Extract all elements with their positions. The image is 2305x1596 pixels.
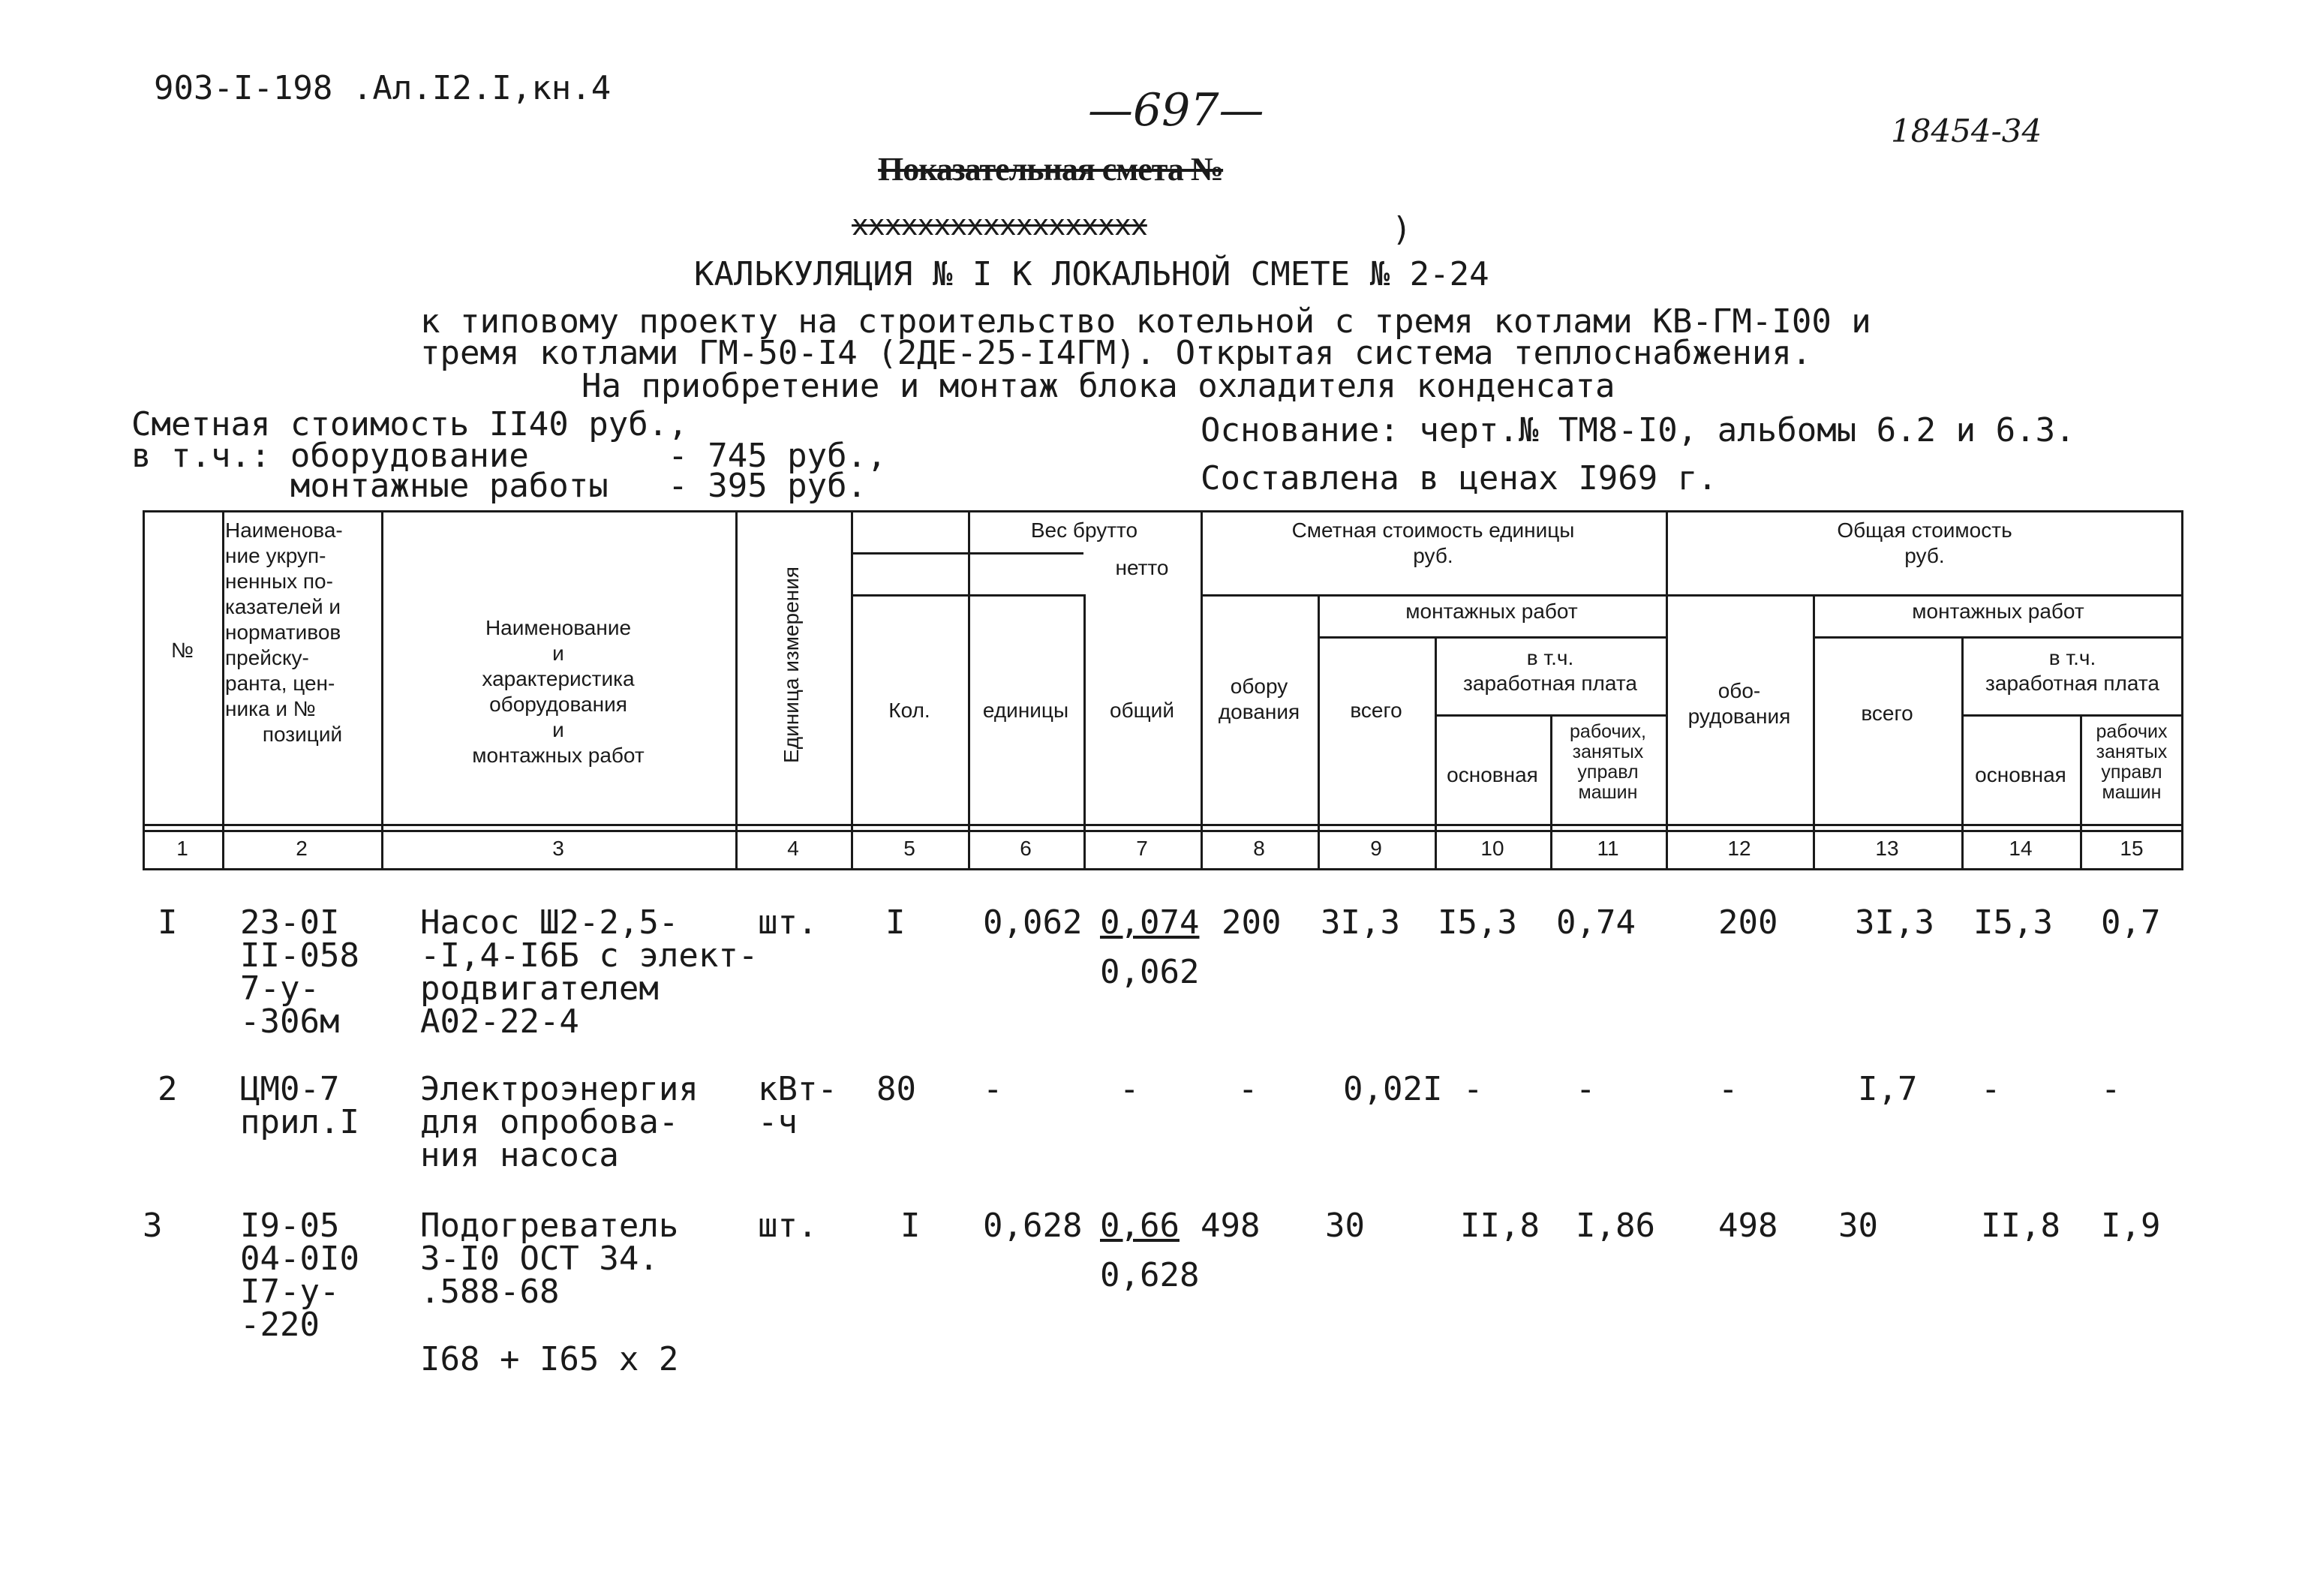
- cost-line-3: монтажные работы - 395 руб.: [131, 467, 867, 505]
- row2-unit: кВт- -ч: [758, 1070, 837, 1141]
- row2-equip: -: [1238, 1070, 1258, 1108]
- row2-w-total: -: [1119, 1070, 1140, 1108]
- hdr-col3: Наименование и характеристика оборудования и монтажных работ: [472, 616, 645, 767]
- row1-t-mount-all: 3I,3: [1855, 903, 1934, 942]
- row3-mount-base: II,8: [1460, 1207, 1540, 1245]
- subtitle-line-3: На приобретение и монтаж блока охладителя конденсата: [582, 367, 1615, 405]
- document-title: КАЛЬКУЛЯЦИЯ № I К ЛОКАЛЬНОЙ СМЕТЕ № 2-24: [694, 255, 1489, 293]
- numbers-divider-2: [143, 830, 2183, 832]
- hdr-col5: Кол.: [888, 699, 930, 722]
- colnum-10: 10: [1480, 837, 1504, 860]
- hdr-total: Общая стоимость руб.: [1837, 518, 2012, 567]
- row1-w-total-net: 0,062: [1100, 953, 1200, 991]
- prices-line: Составлена в ценах I969 г.: [1201, 459, 1717, 497]
- row3-t-mount-all: 30: [1838, 1207, 1878, 1245]
- row2-t-mount-all: I,7: [1858, 1070, 1918, 1108]
- row1-mount-mach: 0,74: [1556, 903, 1636, 942]
- hdr-col6: единицы: [982, 699, 1069, 722]
- row3-mount-all: 30: [1325, 1207, 1365, 1245]
- row1-mount-all: 3I,3: [1321, 903, 1400, 942]
- hdr-col15: рабочих занятых управл машин: [2096, 721, 2168, 803]
- row3-t-mount-base: II,8: [1981, 1207, 2060, 1245]
- page-number: —697—: [1088, 84, 1264, 137]
- colnum-14: 14: [2009, 837, 2033, 860]
- row3-name-extra: I68 + I65 х 2: [420, 1340, 679, 1378]
- hdr-col7: общий: [1110, 699, 1174, 722]
- hdr-weight: Вес брутто: [1030, 518, 1138, 542]
- row3-unit: шт.: [758, 1207, 818, 1245]
- hdr-wage: в т.ч. заработная плата: [1463, 646, 1637, 695]
- subtitle-line-1: к типовому проекту на строительство котельной с тремя котлами КВ-ГМ-I00 и: [420, 302, 1871, 341]
- row2-mount-base: -: [1463, 1070, 1483, 1108]
- row1-t-equip: 200: [1718, 903, 1778, 942]
- hdr-col2: Наименова- ние укруп- ненных по- казателей и нормативов прейску- ранта, цен- ника и № позиций: [225, 518, 343, 746]
- row3-code: I9-05 04-0I0 I7-у- -220: [240, 1207, 359, 1344]
- row1-qty: I: [885, 903, 906, 942]
- hdr-col8: обору дования: [1218, 675, 1300, 723]
- hdr-weight-net: нетто: [1115, 556, 1169, 579]
- table-header: [143, 510, 2183, 870]
- colnum-3: 3: [552, 837, 564, 860]
- struck-subheading: хххххххххххххххххх: [852, 209, 1147, 242]
- colnum-4: 4: [787, 837, 799, 860]
- basis-line: Основание: черт.№ ТМ8-I0, альбомы 6.2 и 6.3.: [1201, 411, 2075, 449]
- row3-t-mount-mach: I,9: [2101, 1207, 2161, 1245]
- row1-no: I: [158, 903, 178, 942]
- row2-qty: 80: [876, 1070, 916, 1108]
- row1-t-mount-base: I5,3: [1973, 903, 2053, 942]
- closing-paren: ): [1392, 210, 1412, 248]
- row1-name: Насос Ш2-2,5- -I,4-I6Б с элект- родвигателем А02-22-4: [420, 903, 759, 1041]
- colnum-7: 7: [1136, 837, 1148, 860]
- hdr-mount: монтажных работ: [1405, 600, 1578, 623]
- hdr-unit-cost: Сметная стоимость единицы руб.: [1291, 518, 1575, 567]
- hdr-mount-2: монтажных работ: [1912, 600, 2084, 623]
- row3-mount-mach: I,86: [1576, 1207, 1655, 1245]
- row2-w-unit: -: [983, 1070, 1003, 1108]
- subtitle-line-2: тремя котлами ГМ-50-I4 (2ДЕ-25-I4ГМ). Открытая система теплоснабжения.: [420, 334, 1812, 372]
- colnum-1: 1: [176, 837, 188, 860]
- row1-code: 23-0I II-058 7-у- -306м: [240, 903, 359, 1041]
- colnum-9: 9: [1370, 837, 1382, 860]
- hdr-wage-2: в т.ч. заработная плата: [1985, 646, 2159, 695]
- row3-equip: 498: [1201, 1207, 1261, 1245]
- row2-code: ЦМ0-7 прил.I: [240, 1070, 359, 1141]
- row2-mount-mach: -: [1576, 1070, 1596, 1108]
- colnum-2: 2: [296, 837, 308, 860]
- row3-w-total: 0,66: [1100, 1207, 1180, 1245]
- colnum-12: 12: [1727, 837, 1751, 860]
- row3-qty: I: [900, 1207, 921, 1245]
- hdr-col1: №: [170, 639, 194, 662]
- hdr-col14: основная: [1975, 763, 2066, 786]
- row3-w-total-net: 0,628: [1100, 1256, 1200, 1294]
- hdr-col9: всего: [1350, 699, 1402, 722]
- row1-w-unit: 0,062: [983, 903, 1083, 942]
- row1-t-mount-mach: 0,7: [2101, 903, 2161, 942]
- colnum-15: 15: [2120, 837, 2144, 860]
- cost-line-2: в т.ч.: оборудование - 745 руб.,: [131, 437, 887, 475]
- row1-w-total: 0,074: [1100, 903, 1200, 942]
- row2-t-mount-mach: -: [2101, 1070, 2121, 1108]
- hdr-col11: рабочих, занятых управл машин: [1570, 721, 1646, 803]
- row3-t-equip: 498: [1718, 1207, 1778, 1245]
- document-code: 903-I-198 .Ал.I2.I,кн.4: [154, 69, 612, 107]
- row2-name: Электроэнергия для опробова- ния насоса: [420, 1070, 699, 1174]
- row3-w-unit: 0,628: [983, 1207, 1083, 1245]
- row3-no: 3: [143, 1207, 163, 1245]
- hdr-col13: всего: [1861, 702, 1913, 725]
- row1-unit: шт.: [758, 903, 818, 942]
- row2-t-equip: -: [1718, 1070, 1739, 1108]
- colnum-6: 6: [1020, 837, 1032, 860]
- hdr-col4: Единица измерения: [780, 567, 803, 763]
- row1-equip: 200: [1222, 903, 1282, 942]
- row2-mount-all: 0,02I: [1343, 1070, 1443, 1108]
- row2-t-mount-base: -: [1981, 1070, 2001, 1108]
- cost-line-1: Сметная стоимость II40 руб.,: [131, 405, 688, 443]
- hdr-col10: основная: [1447, 763, 1538, 786]
- registration-number: 18454-34: [1891, 113, 2042, 149]
- colnum-13: 13: [1875, 837, 1899, 860]
- colnum-5: 5: [903, 837, 915, 860]
- row2-no: 2: [158, 1070, 178, 1108]
- colnum-11: 11: [1597, 837, 1619, 860]
- hdr-col12: обо- рудования: [1687, 679, 1791, 728]
- colnum-8: 8: [1253, 837, 1265, 860]
- row3-name: Подогреватель 3-I0 ОСТ 34. .588-68: [420, 1207, 679, 1311]
- numbers-divider: [143, 824, 2183, 826]
- struck-heading: Показательная смета №: [878, 151, 1224, 188]
- row1-mount-base: I5,3: [1438, 903, 1517, 942]
